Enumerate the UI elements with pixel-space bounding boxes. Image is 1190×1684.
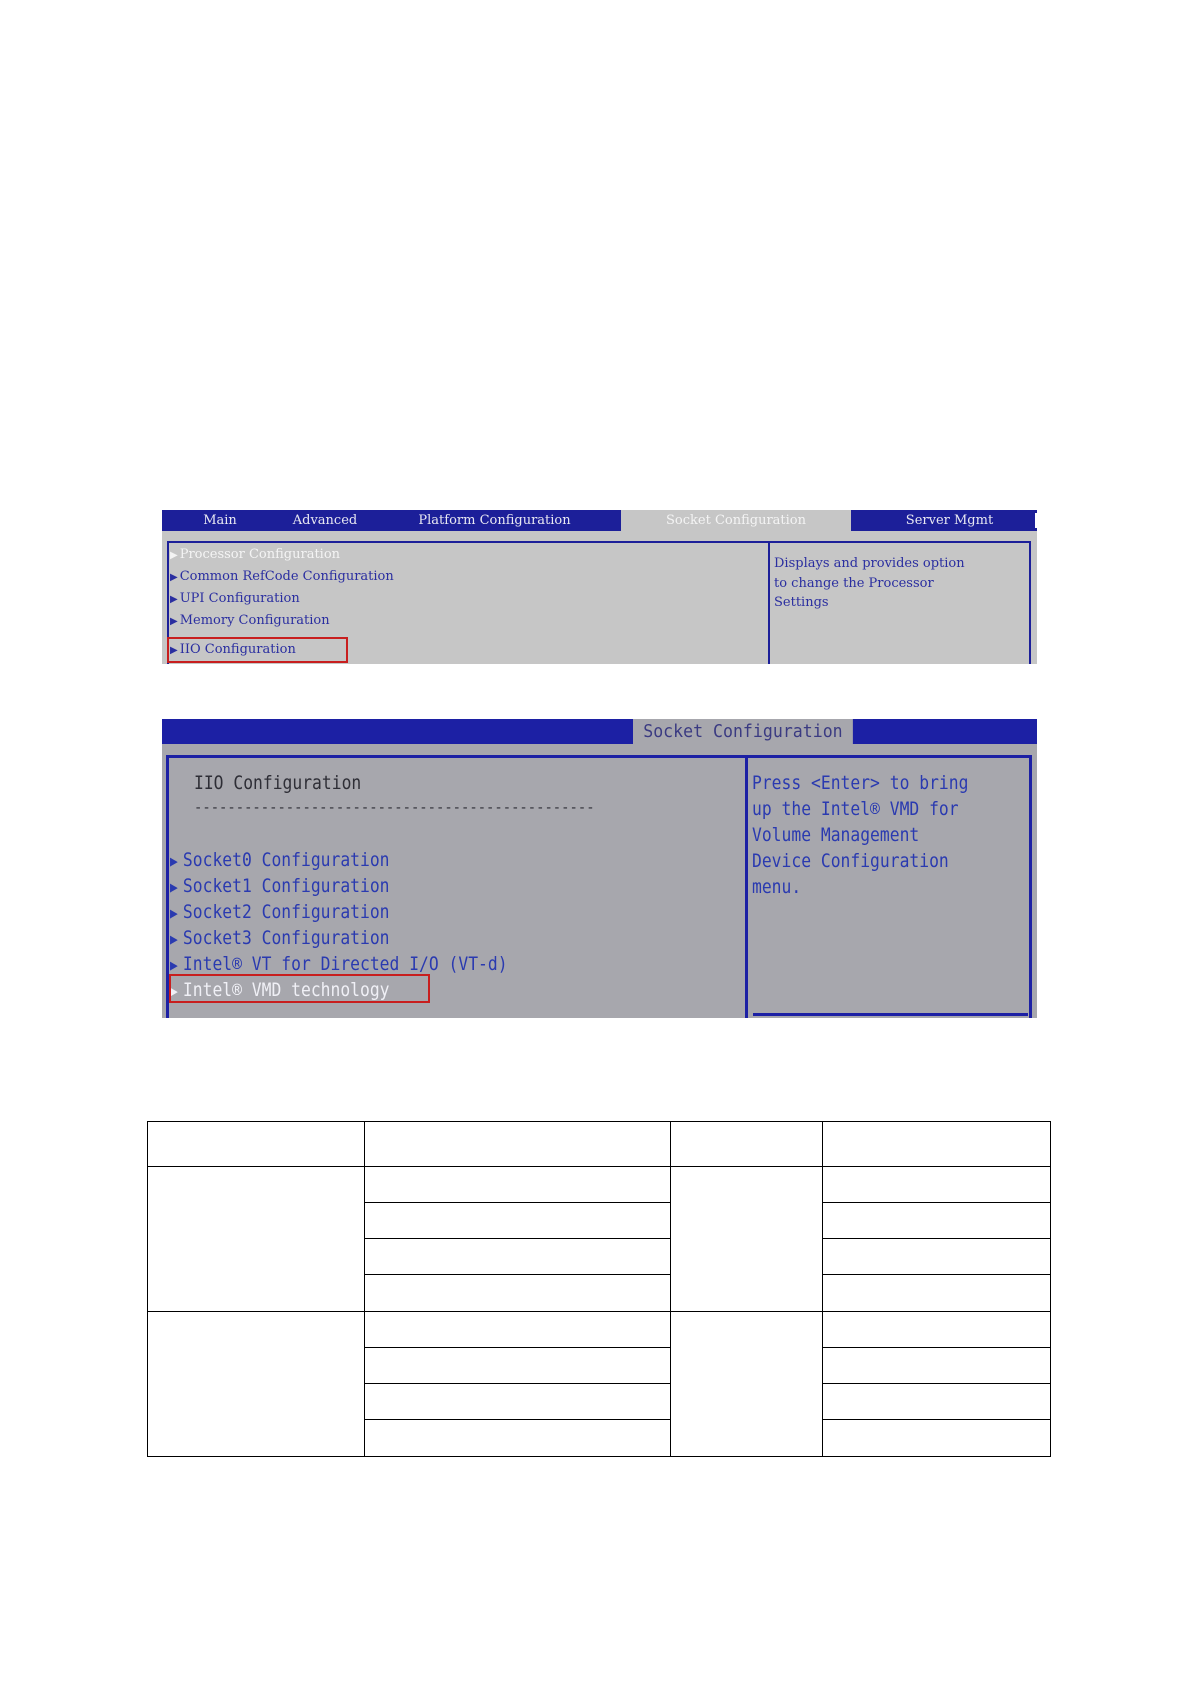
help-line: up the Intel® VMD for	[752, 798, 959, 820]
table-cell	[365, 1312, 671, 1348]
bios-screenshot-iio-config	[162, 719, 1037, 1018]
menu-item-socket2-configuration[interactable]	[170, 899, 390, 925]
menu-item-upi-configuration[interactable]	[170, 588, 300, 609]
help-line: menu.	[752, 876, 802, 898]
help-text	[774, 554, 1029, 613]
table-header-row	[148, 1122, 1051, 1167]
table-cell	[365, 1122, 671, 1167]
panel-divider	[745, 755, 748, 1018]
table-cell	[823, 1239, 1051, 1275]
tab-main[interactable]: Main	[203, 513, 237, 528]
menu-item-label: UPI Configuration	[179, 591, 300, 606]
menu-item-socket3-configuration[interactable]	[170, 925, 390, 951]
title-separator: ------------------------------------------------	[194, 800, 595, 816]
red-highlight-box	[167, 637, 348, 663]
help-line: Volume Management	[752, 824, 920, 846]
table-cell	[823, 1203, 1051, 1239]
empty-table	[147, 1121, 1051, 1457]
menu-item-label: Socket3 Configuration	[182, 927, 390, 949]
help-line: Settings	[774, 595, 829, 610]
table-cell	[671, 1122, 823, 1167]
table-cell	[823, 1167, 1051, 1203]
menu-item-label: Common RefCode Configuration	[179, 569, 394, 584]
help-line: Device Configuration	[752, 850, 949, 872]
help-line: Press <Enter> to bring	[752, 772, 969, 794]
menu-item-label: Socket1 Configuration	[182, 875, 390, 897]
table-cell	[823, 1312, 1051, 1348]
tab-socket-configuration[interactable]: Socket Configuration	[621, 510, 851, 531]
red-highlight-box	[169, 974, 430, 1003]
table-cell	[148, 1312, 365, 1457]
menu-item-label: Processor Configuration	[179, 547, 341, 562]
table-cell	[148, 1122, 365, 1167]
table-cell	[365, 1275, 671, 1312]
menu-item-label: Memory Configuration	[179, 613, 330, 628]
table-cell	[365, 1203, 671, 1239]
right-triangle-icon: ▶	[170, 852, 178, 870]
menu-item-memory-configuration[interactable]	[170, 610, 330, 631]
menu-item-socket0-configuration[interactable]	[170, 847, 390, 873]
table-cell	[365, 1239, 671, 1275]
bios-menu-bar	[162, 719, 1037, 744]
menu-item-label: Intel® VT for Directed I/O (VT-d)	[182, 953, 508, 975]
table-cell	[823, 1122, 1051, 1167]
bios-screenshot-socket-config	[162, 510, 1037, 664]
table-cell	[148, 1167, 365, 1312]
menu-item-label: Socket0 Configuration	[182, 849, 390, 871]
table-cell	[823, 1348, 1051, 1384]
table-cell	[823, 1384, 1051, 1420]
panel-divider	[768, 541, 770, 664]
table-cell	[823, 1275, 1051, 1312]
tab-platform-configuration[interactable]: Platform Configuration	[418, 513, 571, 528]
menu-item-socket1-configuration[interactable]	[170, 873, 390, 899]
menu-item-label: IIO Configuration	[179, 642, 296, 657]
right-triangle-icon: ▶	[170, 572, 178, 583]
table-cell	[365, 1384, 671, 1420]
tab-advanced[interactable]: Advanced	[292, 513, 358, 528]
right-triangle-icon: ▶	[170, 594, 178, 605]
tab-socket-configuration[interactable]: Socket Configuration	[633, 719, 853, 744]
right-triangle-icon: ▶	[170, 550, 178, 561]
help-panel-bottom-line	[753, 1013, 1028, 1016]
table-row	[148, 1167, 1051, 1203]
right-triangle-icon: ▶	[170, 878, 178, 896]
menu-item-label: Intel® VMD technology	[182, 979, 390, 1001]
right-triangle-icon: ▶	[170, 904, 178, 922]
table-cell	[365, 1167, 671, 1203]
right-triangle-icon: ▶	[170, 982, 178, 1000]
menu-item-common-refcode-configuration[interactable]	[170, 566, 394, 587]
table-cell	[823, 1420, 1051, 1457]
help-line: to change the Processor	[774, 575, 934, 591]
help-text	[752, 770, 1010, 900]
table-cell	[671, 1167, 823, 1312]
table-row	[148, 1312, 1051, 1348]
help-line: Displays and provides option	[774, 556, 965, 571]
menu-item-label: Socket2 Configuration	[182, 901, 390, 923]
tab-server-mgmt[interactable]: Server Mgmt	[905, 513, 994, 528]
right-triangle-icon: ▶	[170, 645, 178, 656]
page-title: IIO Configuration	[194, 772, 362, 794]
right-triangle-icon: ▶	[170, 616, 178, 627]
table-cell	[365, 1348, 671, 1384]
bios-menu-bar	[162, 510, 1037, 531]
table-cell	[671, 1312, 823, 1457]
table-cell	[365, 1420, 671, 1457]
menu-item-processor-configuration[interactable]	[170, 544, 340, 565]
right-triangle-icon: ▶	[170, 956, 178, 974]
tab-overflow-marker	[1035, 513, 1037, 528]
right-triangle-icon: ▶	[170, 930, 178, 948]
